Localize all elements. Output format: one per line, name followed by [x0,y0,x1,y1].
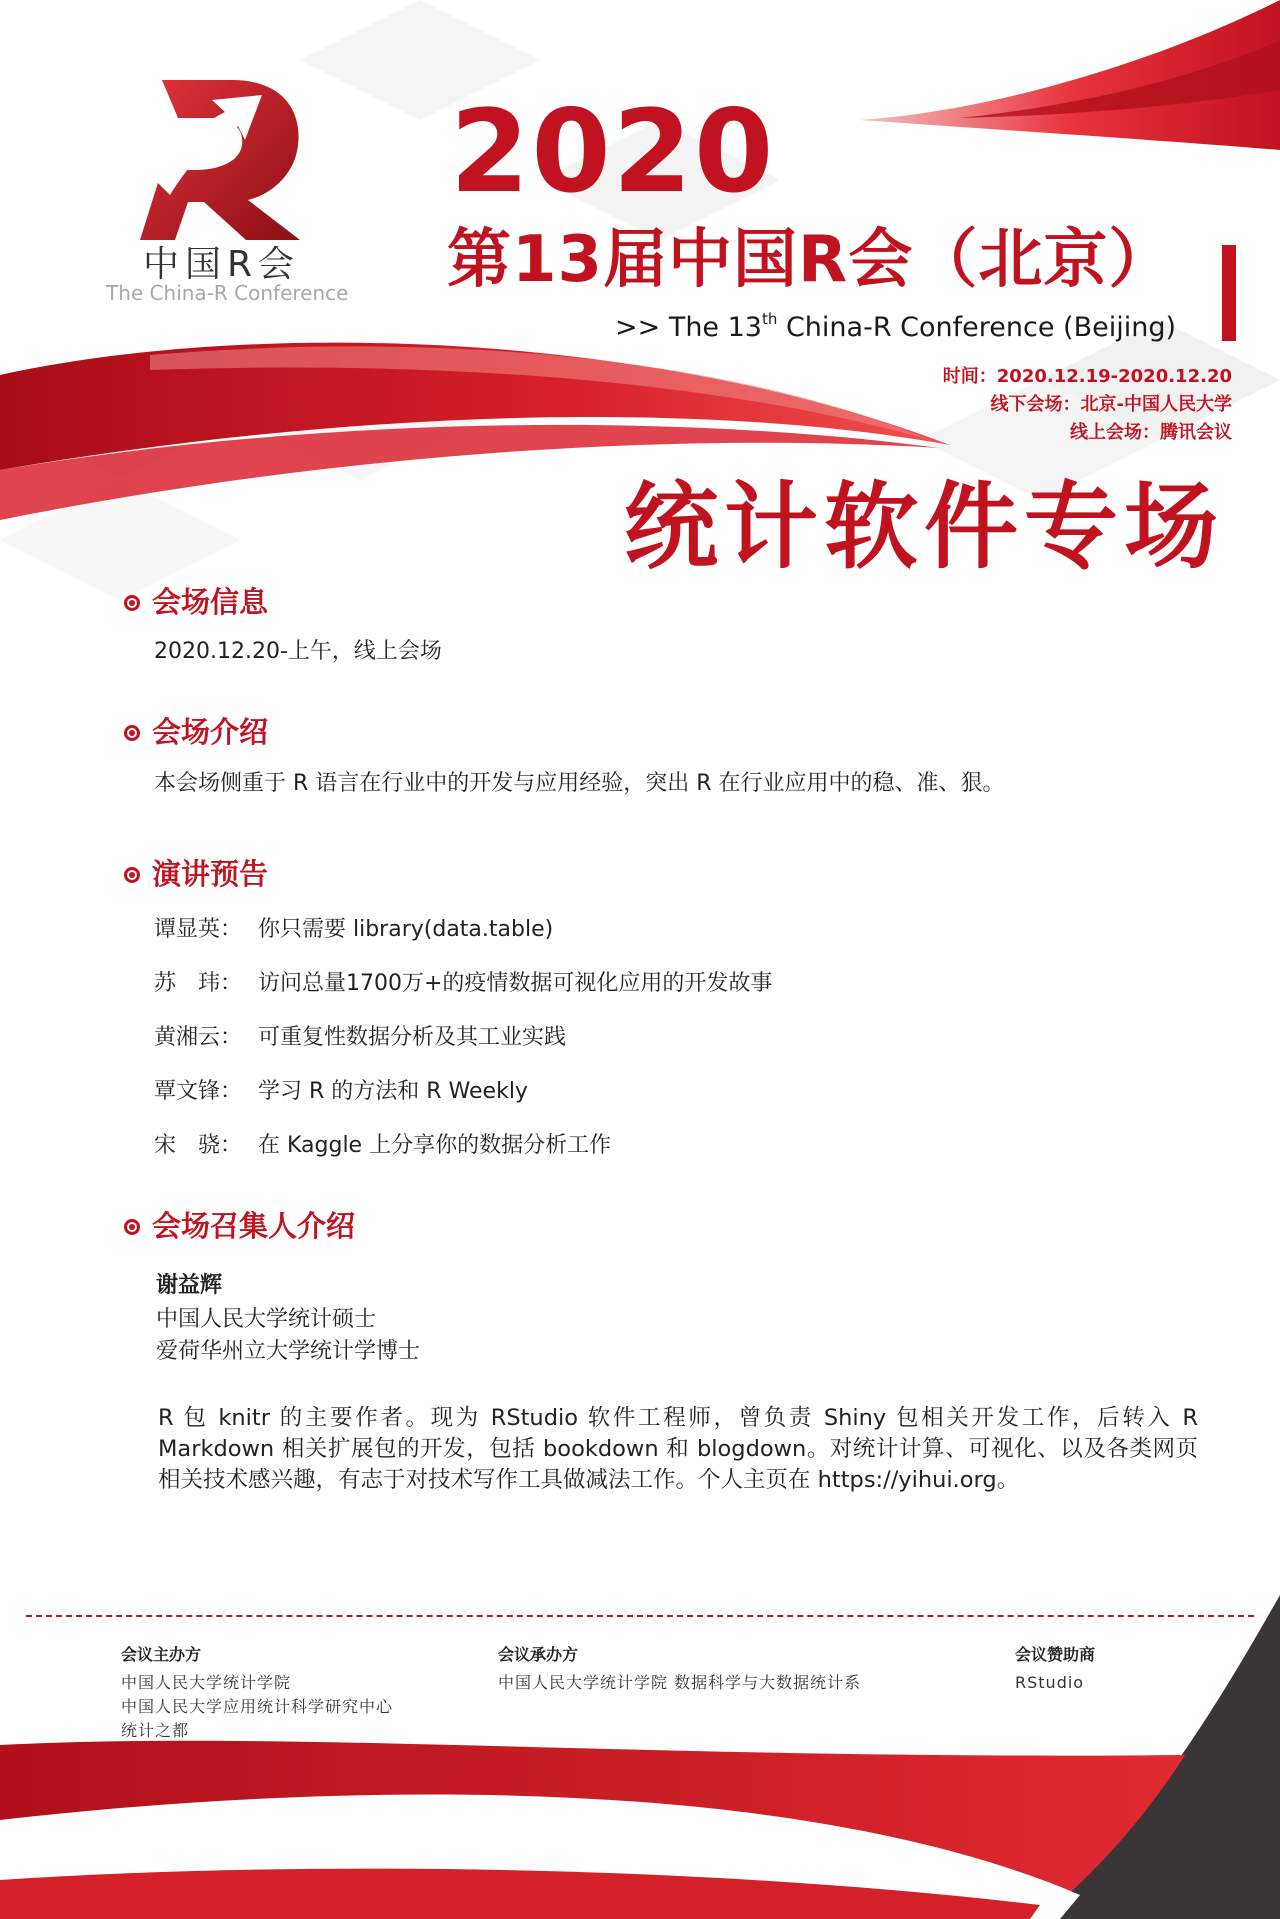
logo-english-name: The China-R Conference [106,281,349,305]
convener-education-2: 爱荷华州立大学统计学博士 [156,1339,421,1364]
section-talks-title: 演讲预告 [152,857,269,891]
title-accent-bar [1222,245,1236,341]
talk-topic: 访问总量1700万+的疫情数据可视化应用的开发故事 [258,971,773,996]
english-title-prefix: >> The 13 [615,312,762,343]
section-convener-title: 会场召集人介绍 [152,1209,356,1243]
section-venue-info [124,585,269,619]
offline-venue: 线下会场：北京-中国人民大学 [990,394,1232,415]
convener-bio: R 包 knitr 的主要作者。现为 RStudio 软件工程师，曾负责 Shiny 包相关开发工作，后转入 R Markdown 相关扩展包的开发，包括 bookdown 和 blogdown。对统计计算、可视化、以及各类网页相关技术感兴趣，有志于对技术写作工具做减法工作。个人主页在 https://yihui.org。 [158,1405,1198,1493]
footer-host-label: 会议主办方 [121,1645,202,1664]
talk-speaker: 苏 玮： [154,971,243,996]
footer-sponsor-label: 会议赞助商 [1015,1645,1096,1664]
english-title-ordinal: th [761,310,778,328]
footer-divider [26,1615,1254,1617]
bullet-target-icon [124,725,140,741]
footer-sponsor-line: RStudio [1015,1673,1085,1692]
talk-topic: 可重复性数据分析及其工业实践 [258,1025,567,1050]
section-talks [124,857,269,891]
r-logo-icon [140,80,300,240]
footer-host [121,1647,393,1743]
convener-education-1: 中国人民大学统计硕士 [156,1307,377,1332]
convener-name: 谢益辉 [156,1273,223,1298]
talk-speaker: 覃文锋： [154,1079,243,1104]
footer-organizer-label: 会议承办方 [498,1645,579,1664]
footer-sponsor [1015,1647,1095,1695]
talk-item [154,919,553,941]
conference-year: 2020 [450,85,776,218]
conference-time: 时间：2020.12.19-2020.12.20 [942,366,1232,387]
talk-topic: 在 Kaggle 上分享你的数据分析工作 [258,1133,612,1158]
footer-host-line: 中国人民大学应用统计科学研究中心 [121,1697,394,1716]
footer-organizer-line: 中国人民大学统计学院 数据科学与大数据统计系 [498,1673,862,1692]
footer-organizer [498,1647,861,1695]
section-venue-intro [124,715,269,749]
talk-item [154,1135,611,1157]
footer-host-line: 统计之都 [121,1721,190,1740]
section-venue-intro-title: 会场介绍 [152,715,269,749]
conference-english-title [615,312,1176,341]
logo-chinese-name: 中国R会 [143,244,301,285]
online-venue: 线上会场：腾讯会议 [1070,422,1232,443]
talk-topic: 学习 R 的方法和 R Weekly [258,1079,528,1104]
venue-intro-text: 本会场侧重于 R 语言在行业中的开发与应用经验，突出 R 在行业应用中的稳、准、狠。 [154,771,1005,796]
bullet-target-icon [124,595,140,611]
conference-title: 第13届中国R会（北京） [447,223,1174,297]
talk-item [154,1081,528,1103]
section-venue-info-title: 会场信息 [152,585,269,619]
talk-topic: 你只需要 library(data.table) [258,917,554,942]
bullet-target-icon [124,1219,140,1235]
talk-speaker: 宋 骁： [154,1133,243,1158]
english-title-suffix: China-R Conference (Beijing) [777,312,1176,343]
session-title: 统计软件专场 [623,472,1224,582]
footer-host-line: 中国人民大学统计学院 [121,1673,292,1692]
talk-speaker: 黄湘云： [154,1025,243,1050]
talk-item [154,973,772,995]
venue-info-text: 2020.12.20-上午，线上会场 [154,639,442,664]
section-convener [124,1209,356,1243]
bullet-target-icon [124,867,140,883]
talk-item [154,1027,566,1049]
talk-speaker: 谭显英： [154,917,243,942]
